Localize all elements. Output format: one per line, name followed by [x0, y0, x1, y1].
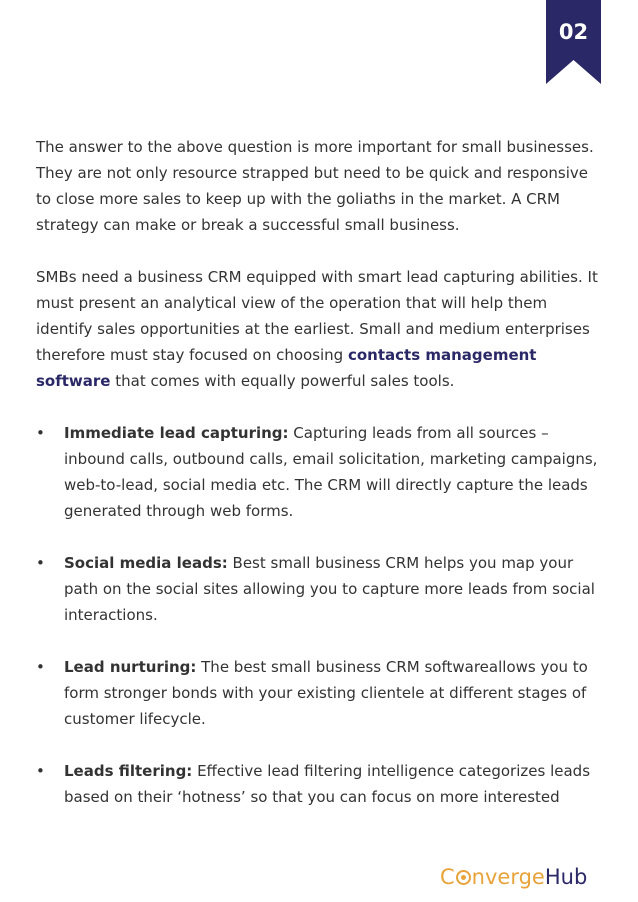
- bullet-term: Social media leads:: [64, 554, 228, 572]
- bullet-marker: •: [36, 554, 45, 572]
- intro-paragraph: The answer to the above question is more important for small businesses. They are not only resource strapped but need to be quick and responsive to close more sales to keep up with the goliaths in the market. A CRM strategy can make or break a successful small business.: [36, 138, 594, 234]
- convergehub-logo: [440, 862, 616, 892]
- smb-paragraph-text-after: that comes with equally powerful sales tools.: [110, 372, 455, 390]
- contacts-management-software-link[interactable]: contacts management software: [36, 346, 537, 390]
- bullet-text: The best small business CRM softwareallows you to form stronger bonds with your existing clientele at different stages of customer lifecycle.: [64, 658, 588, 728]
- list-item: [36, 758, 606, 810]
- list-item: [36, 550, 606, 628]
- list-item: [36, 654, 606, 732]
- bullet-marker: •: [36, 424, 45, 442]
- feature-list: [36, 420, 606, 810]
- page-number: 02: [558, 20, 589, 44]
- bullet-marker: •: [36, 658, 45, 676]
- list-item: [36, 420, 606, 524]
- smb-paragraph-text-before: SMBs need a business CRM equipped with smart lead capturing abilities. It must present an analytical view of the operation that will help them identify sales opportunities at the earliest. Small and medium enterprises therefore must stay focused on choosing: [36, 268, 598, 364]
- bullet-text: Best small business CRM helps you map your path on the social sites allowing you to capture more leads from social interactions.: [64, 554, 595, 624]
- logo-text-nverge: nverge: [471, 865, 545, 889]
- bullet-text: Effective lead filtering intelligence categorizes leads based on their ‘hotness’ so that you can focus on more interested: [64, 762, 591, 806]
- smb-paragraph: [36, 264, 606, 394]
- bullet-text: Capturing leads from all sources – inbound calls, outbound calls, email solicitation, marketing campaigns, web-to-lead, social media etc. The CRM will directly capture the leads generated through web forms.: [64, 424, 598, 520]
- bullet-marker: •: [36, 762, 45, 780]
- bullet-term: Lead nurturing:: [64, 658, 197, 676]
- document-body: [36, 134, 606, 836]
- bullet-term: Immediate lead capturing:: [64, 424, 289, 442]
- logo-text-hub: Hub: [544, 865, 588, 889]
- bullet-term: Leads filtering:: [64, 762, 193, 780]
- logo-text-c: C: [440, 865, 455, 889]
- logo-o-ring-icon: [456, 870, 471, 885]
